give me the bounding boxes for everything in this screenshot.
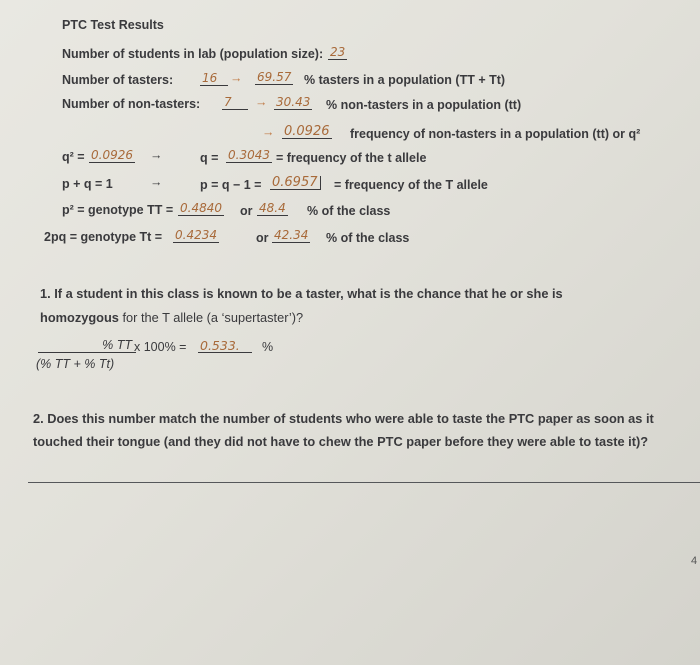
- twopq-percent: 42.34: [274, 228, 309, 242]
- twopq-value: 0.4234: [175, 228, 217, 242]
- arrow-icon: →: [255, 95, 268, 109]
- tasters-suffix: % tasters in a population (TT + Tt): [304, 73, 506, 87]
- arrow-icon: →: [150, 148, 163, 162]
- nontasters-value: 7: [222, 95, 248, 110]
- nontasters-label: Number of non-tasters:: [62, 97, 201, 111]
- twopq-suffix: % of the class: [326, 231, 410, 245]
- formula-times: x 100% =: [134, 340, 187, 354]
- p2-label: p² = genotype TT =: [62, 203, 174, 217]
- formula-denominator: (% TT + % Tt): [36, 357, 115, 371]
- q-suffix: = frequency of the t allele: [276, 151, 427, 165]
- arrow-icon: →: [230, 71, 243, 85]
- twopq-or: or: [256, 231, 269, 245]
- nontasters-suffix: % non-tasters in a population (tt): [326, 98, 522, 112]
- p2-suffix: % of the class: [307, 204, 391, 218]
- tasters-percent: 69.57: [257, 70, 292, 84]
- page-title: PTC Test Results: [62, 18, 164, 32]
- answer-value: 0.533.: [198, 338, 252, 353]
- arrow-icon: →: [150, 175, 163, 189]
- population-label: Number of students in lab (population size):: [62, 47, 324, 61]
- freq-value: 0.0926: [284, 124, 330, 139]
- p-value: 0.6957: [270, 175, 321, 190]
- question2-line1: 2. Does this number match the number of students who were able to taste the PTC paper as soon as it: [33, 411, 654, 426]
- answer-percent: %: [262, 340, 274, 354]
- freq-suffix: frequency of non-tasters in a population (tt) or q²: [350, 127, 641, 141]
- answer-line: [28, 482, 700, 483]
- twopq-label: 2pq = genotype Tt =: [44, 230, 163, 244]
- tasters-value: 16: [200, 71, 228, 86]
- q2-value: 0.0926: [91, 148, 133, 162]
- question1-line1: 1. If a student in this class is known to be a taster, what is the chance that he or she is: [40, 286, 563, 301]
- p2-value: 0.4840: [180, 201, 222, 215]
- formula-numerator: % TT: [38, 338, 136, 353]
- q-label: q =: [200, 151, 219, 165]
- q2-label: q² =: [62, 150, 85, 164]
- p-suffix: = frequency of the T allele: [334, 178, 488, 192]
- p2-or: or: [240, 204, 253, 218]
- p2-percent: 48.4: [259, 201, 286, 215]
- population-value: 23: [330, 45, 346, 59]
- pq-label: p + q = 1: [62, 177, 113, 191]
- p-label: p = q − 1 =: [200, 178, 262, 192]
- q-value: 0.3043: [228, 148, 270, 162]
- page-number: 4: [691, 555, 698, 567]
- nontasters-percent: 30.43: [276, 95, 311, 109]
- question1-line2: homozygous for the T allele (a ‘supertaster’)?: [40, 310, 304, 325]
- tasters-label: Number of tasters:: [62, 73, 174, 87]
- arrow-icon: →: [262, 125, 275, 139]
- question2-line2: touched their tongue (and they did not have to chew the PTC paper before they were able to taste it)?: [33, 434, 649, 449]
